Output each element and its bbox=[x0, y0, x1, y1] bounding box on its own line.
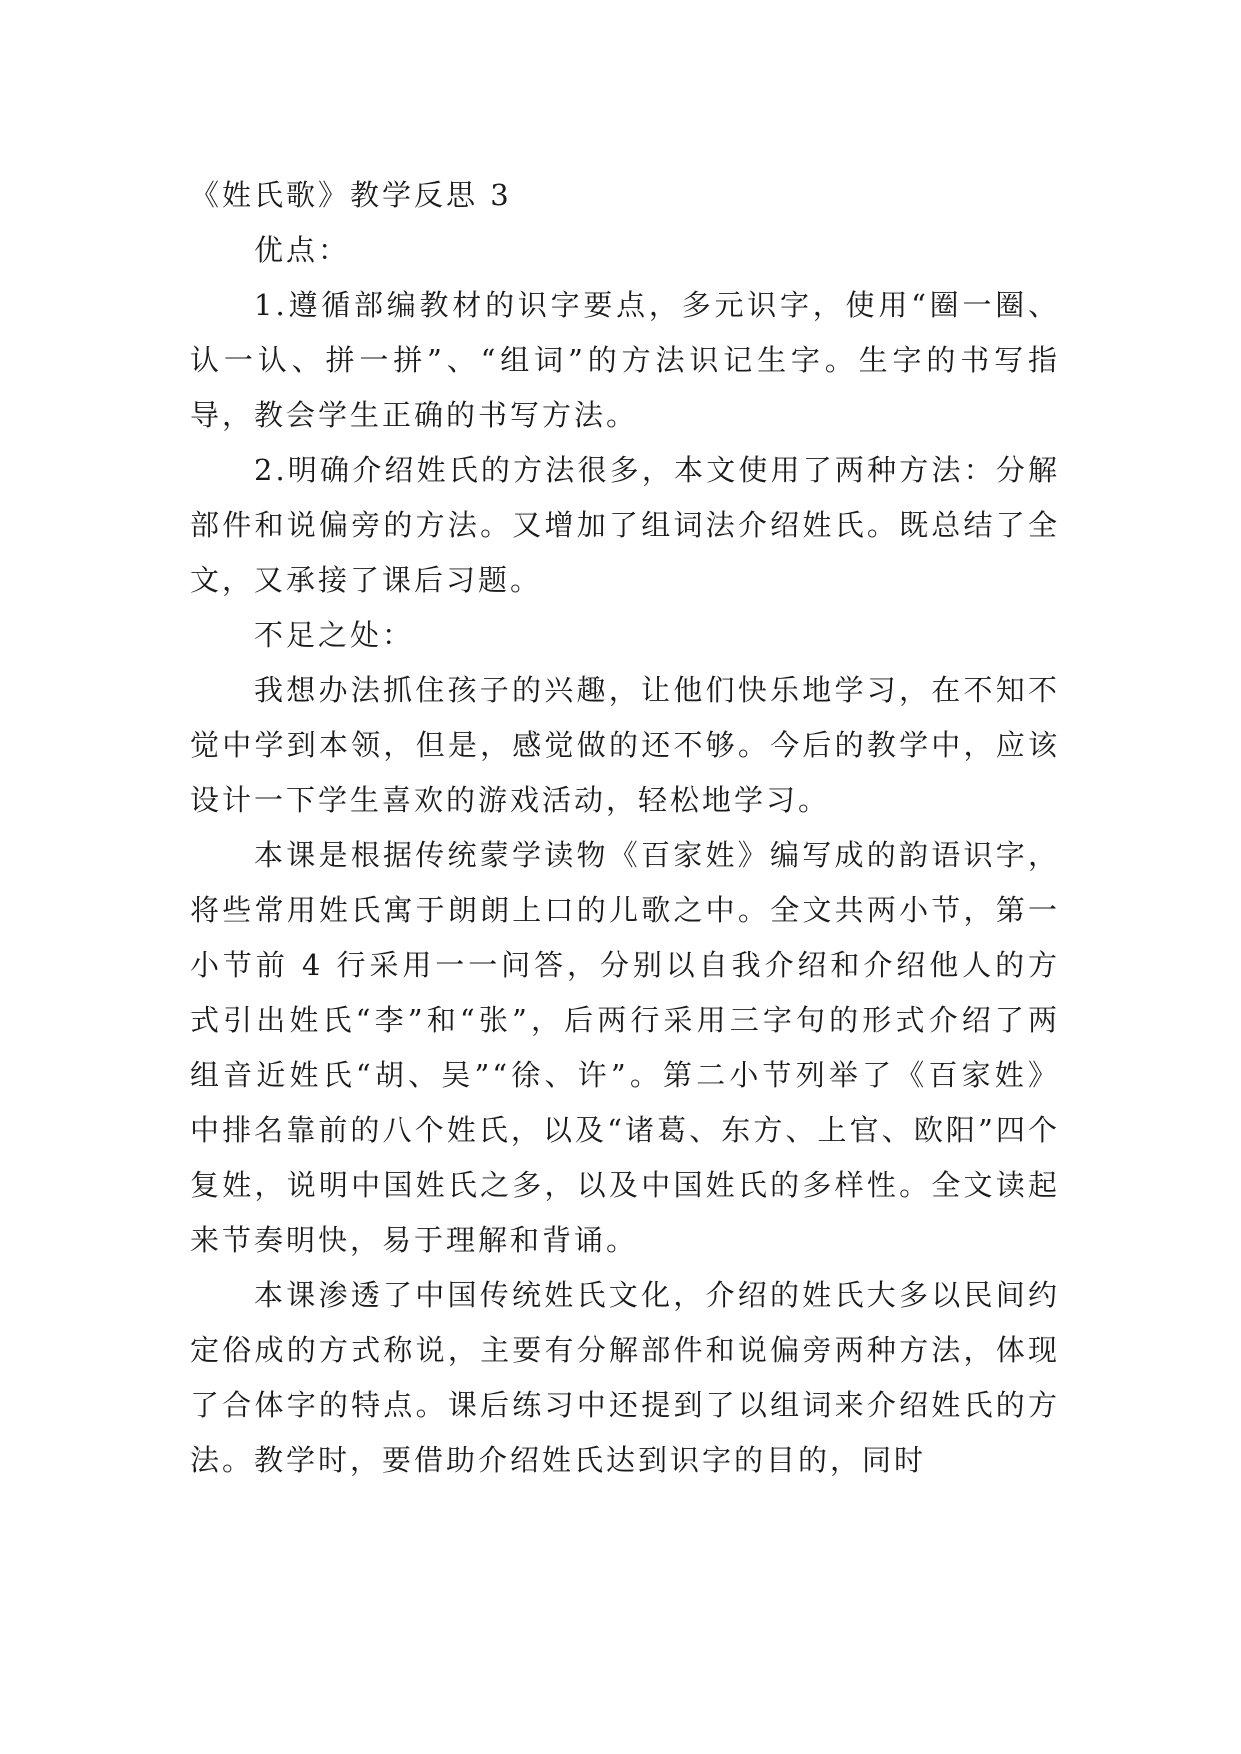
paragraph-lesson-culture: 本课渗透了中国传统姓氏文化，介绍的姓氏大多以民间约定俗成的方式称说，主要有分解部件和说偏旁两种方法，体现了合体字的特点。课后练习中还提到了以组词来介绍姓氏的方法。教学时，要借助介绍姓氏达到识字的目的，同时 bbox=[190, 1278, 1060, 1477]
paragraph-shortcomings: 我想办法抓住孩子的兴趣，让他们快乐地学习，在不知不觉中学到本领，但是，感觉做的还不够。今后的教学中，应该设计一下学生喜欢的游戏活动，轻松地学习。 bbox=[190, 673, 1060, 817]
section-label-shortcomings: 不足之处： bbox=[254, 618, 415, 652]
paragraph-strength-1: 1.遵循部编教材的识字要点，多元识字，使用“圈一圈、认一认、拼一拼”、“组词”的方法识记生字。生字的书写指导，教会学生正确的书写方法。 bbox=[190, 288, 1060, 432]
document-title: 《姓氏歌》教学反思 3 bbox=[190, 178, 512, 212]
paragraph-lesson-overview: 本课是根据传统蒙学读物《百家姓》编写成的韵语识字，将些常用姓氏寓于朗朗上口的儿歌之中。全文共两小节，第一小节前 4 行采用一一问答，分别以自我介绍和介绍他人的方式引出姓氏“李”和“张”，后两行采用三字句的形式介绍了两组音近姓氏“胡、吴”“徐、许”。第二小节列举了《百家姓》中排名靠前的八个姓氏，以及“诸葛、东方、上官、欧阳”四个复姓，说明中国姓氏之多，以及中国姓氏的多样性。全文读起来节奏明快，易于理解和背诵。 bbox=[190, 838, 1060, 1257]
document-body bbox=[190, 168, 1060, 1488]
paragraph-strength-2: 2.明确介绍姓氏的方法很多，本文使用了两种方法：分解部件和说偏旁的方法。又增加了组词法介绍姓氏。既总结了全文，又承接了课后习题。 bbox=[190, 453, 1060, 597]
section-label-strengths: 优点： bbox=[254, 233, 351, 267]
